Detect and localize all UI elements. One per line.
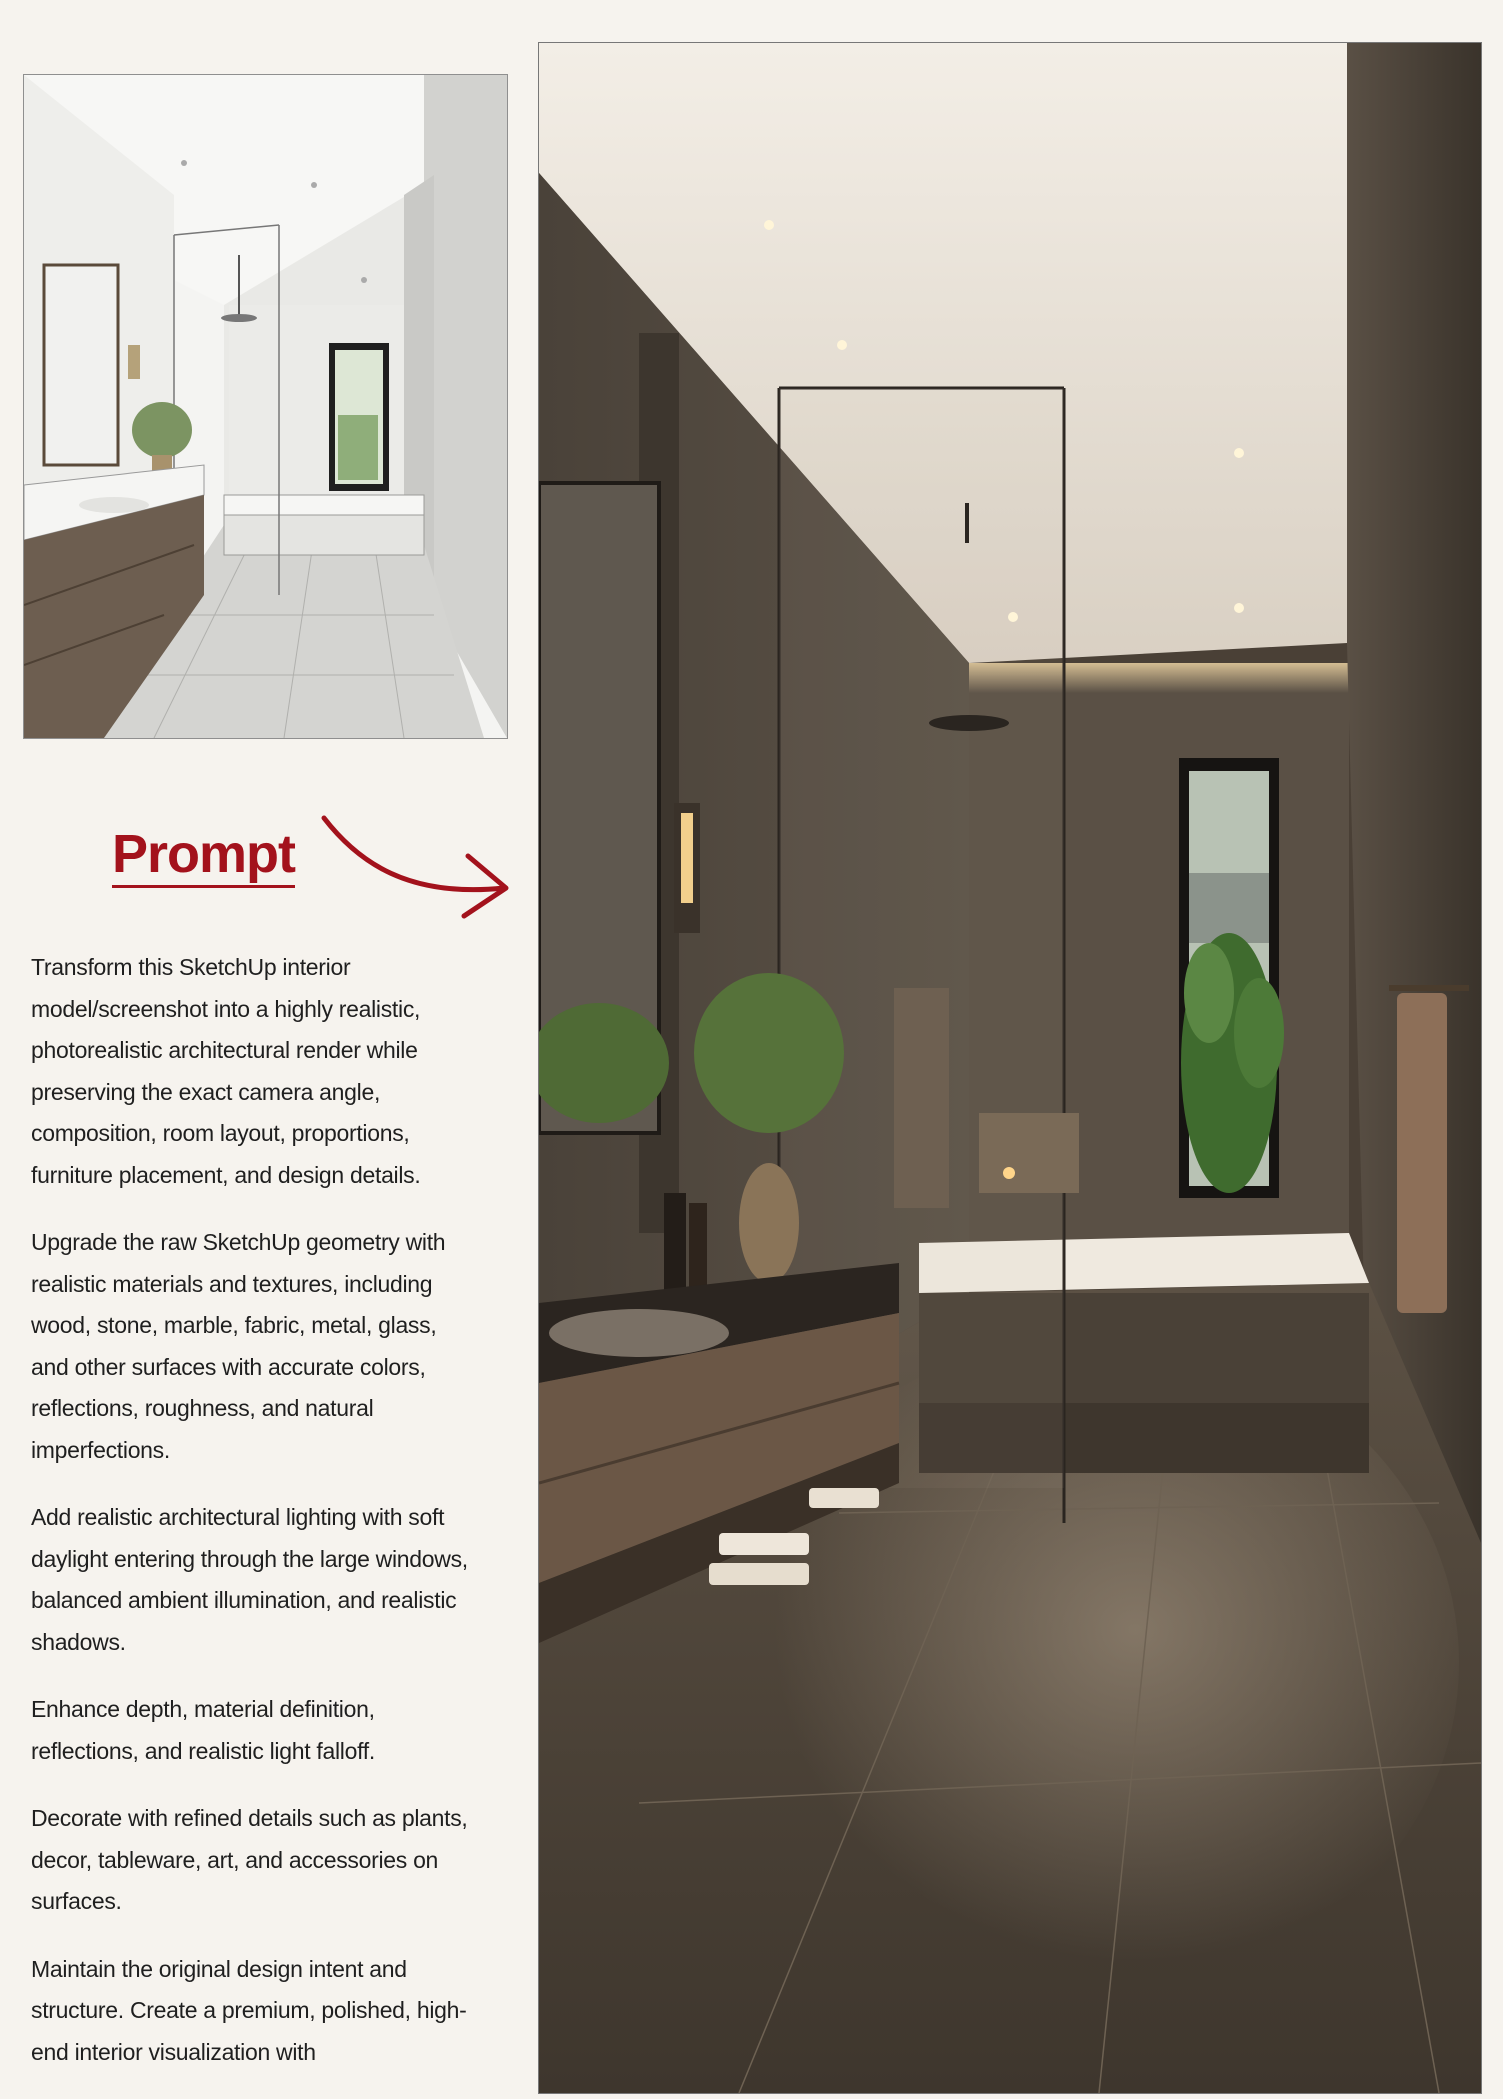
prompt-paragraph-3: Add realistic architectural lighting with soft daylight entering through the large windows, balanced ambient illumination, and realistic shadows. bbox=[31, 1504, 468, 1655]
prompt-paragraph-4: Enhance depth, material definition, reflections, and realistic light falloff. bbox=[31, 1696, 375, 1764]
prompt-paragraph-6: Maintain the original design intent and structure. Create a premium, polished, high-end interior visualization with bbox=[31, 1955, 467, 2065]
photorealistic-render-image bbox=[538, 42, 1482, 2094]
prompt-paragraph-5: Decorate with refined details such as plants, decor, tableware, art, and accessories on surfaces. bbox=[31, 1805, 468, 1914]
prompt-heading: Prompt bbox=[112, 826, 295, 888]
prompt-body bbox=[31, 947, 471, 2099]
sketchup-model-image bbox=[23, 74, 508, 739]
arrow-right-icon bbox=[318, 812, 518, 922]
prompt-paragraph-1: Transform this SketchUp interior model/screenshot into a highly realistic, photorealistic architectural render while preserving the exact camera angle, composition, room layout, proportions, furniture placement, and design details. bbox=[31, 954, 421, 1188]
prompt-paragraph-2: Upgrade the raw SketchUp geometry with realistic materials and textures, including wood, stone, marble, fabric, metal, glass, and other surfaces with accurate colors, reflections, roughness, and natural imperfections. bbox=[31, 1229, 446, 1463]
